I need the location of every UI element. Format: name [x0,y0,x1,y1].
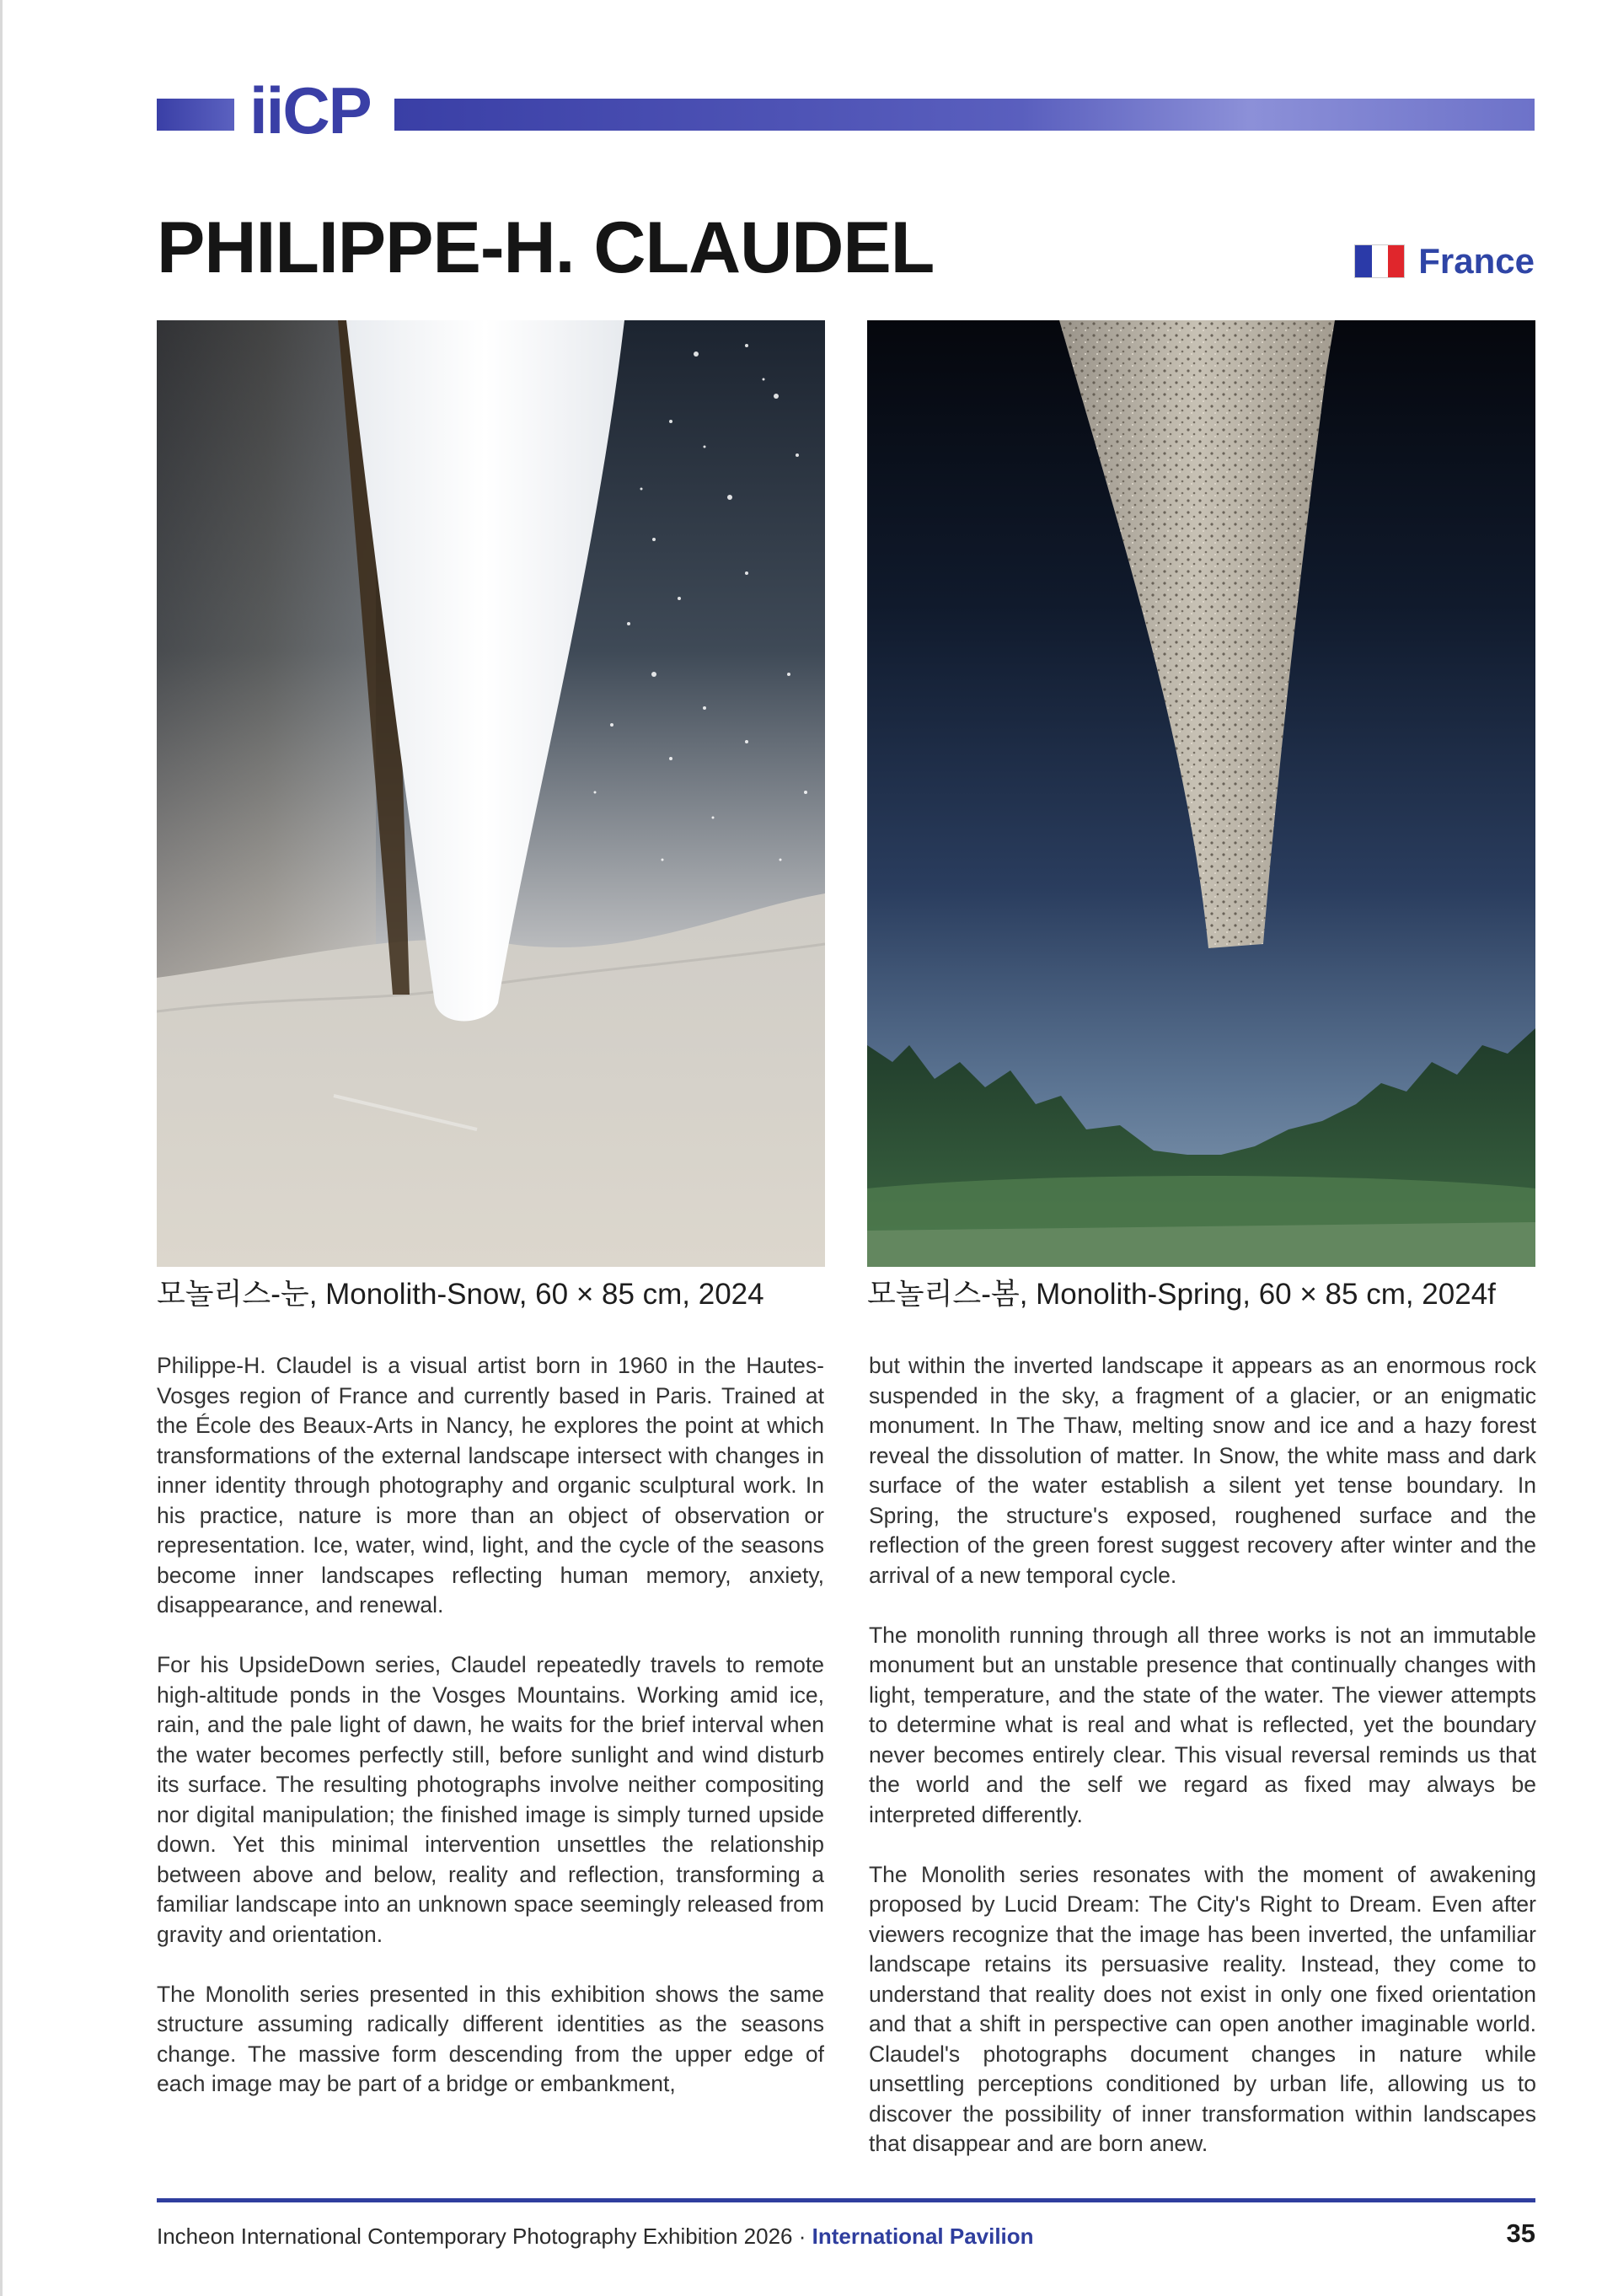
flag-stripe-blue [1355,245,1371,277]
artwork-caption-snow: 모놀리스-눈, Monolith-Snow, 60 × 85 cm, 2024 [157,1278,764,1311]
header-band-left [157,99,234,131]
footer-pavilion: International Pavilion [812,2224,1034,2249]
france-flag-icon [1354,244,1405,278]
artist-name-title: PHILIPPE-H. CLAUDEL [157,207,935,288]
body-paragraph: The monolith running through all three works is not an immutable monument but an unstable presence that continually changes with light, temperature, and the state of the water. The viewer attempts to determine what is real and what is reflected, yet the boundary never becomes entirely clear. This visual reversal reminds us that the world and the self we regard as fixed may always be interpreted differently. [869,1622,1536,1827]
flag-stripe-red [1388,245,1404,277]
artwork-monolith-snow [157,320,825,1267]
body-paragraph: but within the inverted landscape it appears as an enormous rock suspended in the sky, a fragment of a glacier, or an enigmatic monument. In The Thaw, melting snow and ice and a hazy forest reveal the dissolution of matter. In Snow, the white mass and dark surface of the water establish a silent yet tense boundary. In Spring, the structure's exposed, roughened surface and the reflection of the green forest suggest recovery after winter and the arrival of a new temporal cycle. [869,1353,1536,1588]
iicp-logo: iiCP [249,73,371,148]
footer-exhibition: Incheon International Contemporary Photography Exhibition 2026 · [157,2224,812,2249]
body-paragraph: The Monolith series resonates with the moment of awakening proposed by Lucid Dream: The City's Right to Dream. Even after viewers recognize that the image has been inverted, the unfamiliar landscape retains its persuasive reality. Instead, they come to understand that reality does not exist in only one fixed orientation and that a shift in perspective can open another imaginable world. Claudel's photographs document changes in nature while unsettling perceptions conditioned by urban life, allowing us to discover the possibility of inner transformation within landscapes that disappear and are born anew. [869,1861,1536,2156]
monolith-snow-photo-icon [157,320,825,1267]
body-paragraph: Philippe-H. Claudel is a visual artist born in 1960 in the Hautes-Vosges region of France and currently based in Paris. Trained at the École des Beaux-Arts in Nancy, he explores the point at which transformations of the external landscape intersect with changes in inner identity through photography and organic sculptural work. In his practice, nature is more than an object of observation or representation. Ice, water, wind, light, and the cycle of the seasons become inner landscapes reflecting human memory, anxiety, disappearance, and renewal. [157,1353,824,1617]
monolith-spring-photo-icon [867,320,1535,1267]
header-band-right [394,99,1535,131]
body-column-left [157,1351,824,2129]
artwork-monolith-spring [867,320,1535,1267]
body-paragraph: For his UpsideDown series, Claudel repeatedly travels to remote high-altitude ponds in the Vosges Mountains. Working amid ice, rain, and the pale light of dawn, he waits for the brief interval when the water becomes perfectly still, before sunlight and wind disturb its surface. The resulting photographs involve neither compositing nor digital manipulation; the finished image is simply turned upside down. Yet this minimal intervention unsettles the relationship between above and below, reality and reflection, transforming a familiar landscape into an unknown space seemingly released from gravity and orientation. [157,1652,824,1947]
flag-stripe-white [1372,245,1388,277]
body-paragraph: The Monolith series presented in this exhibition shows the same structure assuming radically different identities as the seasons change. The massive form descending from the upper edge of each image may be part of a bridge or embankment, [157,1981,824,2096]
country-name: France [1418,241,1535,281]
body-column-right [869,1351,1536,2189]
page-edge [0,0,3,2296]
country-label [1354,239,1535,283]
footer-text [157,2222,1034,2250]
footer-rule [157,2198,1535,2202]
page-number: 35 [1506,2218,1535,2248]
artwork-caption-spring: 모놀리스-봄, Monolith-Spring, 60 × 85 cm, 2024f [867,1278,1496,1311]
